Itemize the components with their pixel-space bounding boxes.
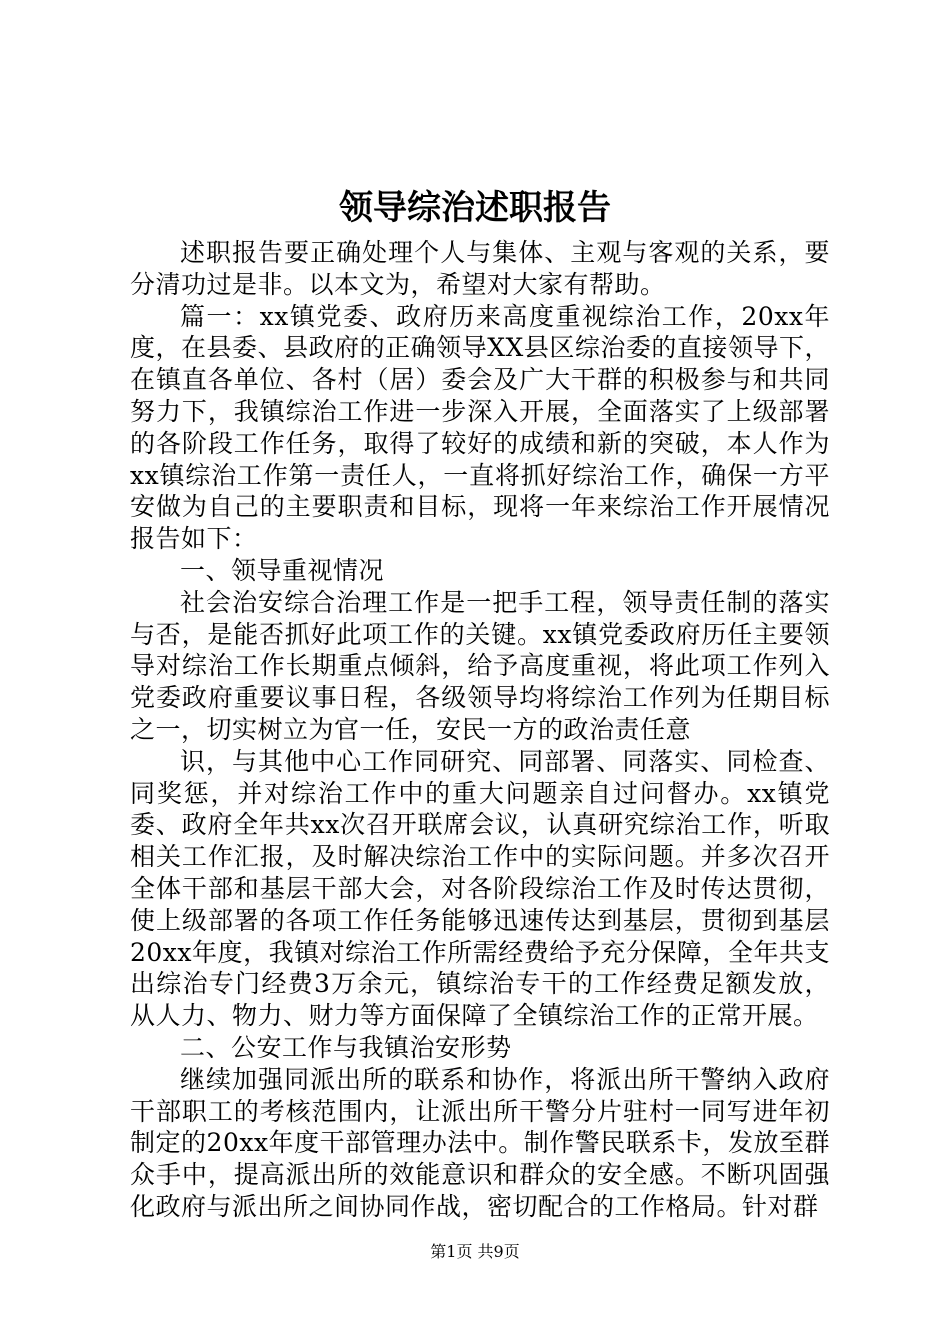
paragraph-part-one: 篇一：xx镇党委、政府历来高度重视综治工作，20xx年度，在县委、县政府的正确领导XX县区综治委的直接领导下，在镇直各单位、各村（居）委会及广大干群的积极参与和共同努力下，我镇综治工作进一步深入开展，全面落实了上级部署的各阶段工作任务，取得了较好的成绩和新的突破，本人作为xx镇综治工作第一责任人，一直将抓好综治工作，确保一方平安做为自己的主要职责和目标，现将一年来综治工作开展情况报告如下： [130, 301, 830, 554]
document-title: 领导综治述职报告 [339, 188, 611, 228]
section-heading-leadership: 一、领导重视情况 [180, 555, 385, 585]
document-body [130, 237, 830, 1223]
page-number: 第1页 共9页 [430, 1242, 520, 1261]
section-heading-public-security: 二、公安工作与我镇治安形势 [180, 1032, 512, 1062]
paragraph-intro: 述职报告要正确处理个人与集体、主观与客观的关系，要分清功过是非。以本文为，希望对大家有帮助。 [130, 238, 830, 299]
paragraph-leadership-continued: 识，与其他中心工作同研究、同部署、同落实、同检查、同奖惩，并对综治工作中的重大问题亲自过问督办。xx镇党委、政府全年共xx次召开联席会议，认真研究综治工作，听取相关工作汇报，及时解决综治工作中的实际问题。并多次召开全体干部和基层干部大会，对各阶段综治工作及时传达贯彻，使上级部署的各项工作任务能够迅速传达到基层，贯彻到基层20xx年度，我镇对综治工作所需经费给予充分保障，全年共支出综治专门经费3万余元，镇综治专干的工作经费足额发放，从人力、物力、财力等方面保障了全镇综治工作的正常开展。 [130, 746, 830, 1031]
paragraph-leadership: 社会治安综合治理工作是一把手工程，领导责任制的落实与否，是能否抓好此项工作的关键。xx镇党委政府历任主要领导对综治工作长期重点倾斜，给予高度重视，将此项工作列入党委政府重要议事日程，各级领导均将综治工作列为任期目标之一，切实树立为官一任，安民一方的政治责任意 [130, 587, 830, 744]
paragraph-public-security: 继续加强同派出所的联系和协作，将派出所干警纳入政府干部职工的考核范围内，让派出所干警分片驻村一同写进年初制定的20xx年度干部管理办法中。制作警民联系卡，发放至群众手中，提高派出所的效能意识和群众的安全感。不断巩固强化政府与派出所之间协同作战，密切配合的工作格局。针对群 [130, 1064, 830, 1221]
